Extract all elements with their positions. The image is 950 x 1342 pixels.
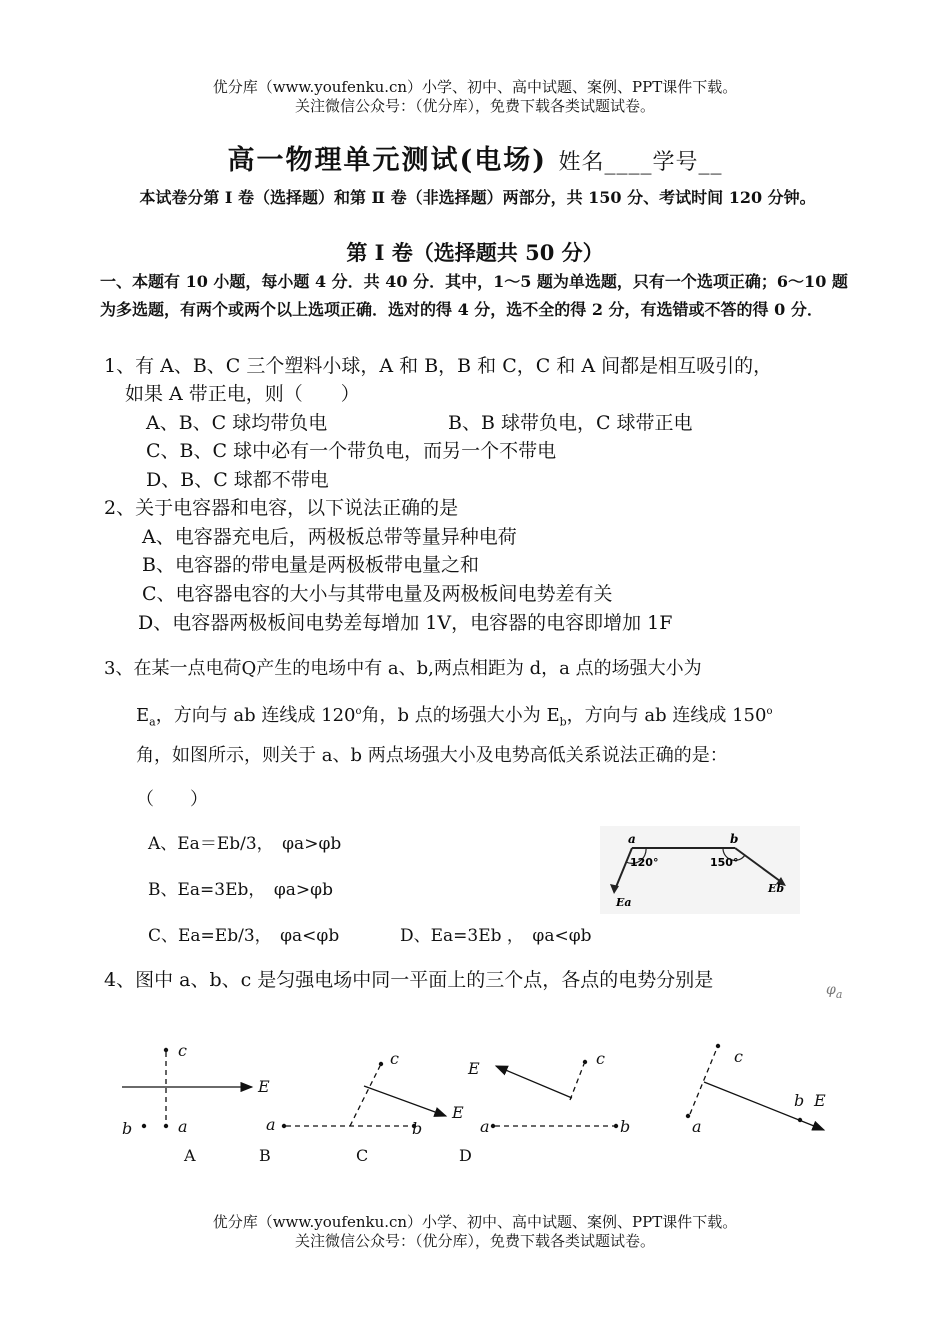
q4-d-label-a: a [480,1117,490,1136]
q3-ea: E [136,705,150,726]
q4-b-label-b: b [412,1119,423,1138]
q4-r-label-b: b [794,1091,805,1110]
footer-line-2: 关注微信公众号：（优分库），免费下载各类试题试卷。 [294,1232,655,1250]
q4-label-a: A [184,1146,196,1165]
section-title: 第 I 卷（选择题共 50 分） [346,240,604,265]
q4-d-label-e: E [468,1059,480,1078]
q1-option-b: B、B 球带负电，C 球带正电 [448,412,693,434]
q3-deg-2: o [766,706,773,717]
header-line-1: 优分库（www.youfenku.cn）小学、初中、高中试题、案例、PPT课件下载。 [212,78,738,96]
page-title [0,138,950,177]
q3-option-b: B、Ea=3Eb， φa>φb [148,880,333,900]
q4-r-label-a: a [692,1117,702,1136]
q2-option-b: B、电容器的带电量是两极板带电量之和 [142,554,479,576]
q3-stem-line1: 3、在某一点电荷Q产生的电场中有 a、b,两点相距为 d，a 点的场强大小为 [104,658,702,679]
q3-text-d: ，方向与 ab 连线成 150 [566,705,767,726]
q4-figure-d [459,1049,630,1165]
q4-figure-right [686,1044,826,1136]
q3-label-b: b [730,832,739,846]
name-field: 姓名____学号__ [558,150,723,175]
q3-label-a: a [628,832,636,846]
q3-text-b: ，方向与 ab 连线成 120 [155,705,356,726]
q4-a-label-c: c [178,1041,187,1060]
q3-stem-line2 [136,698,772,737]
q4-label-b: B [259,1146,271,1165]
q4-b-label-a: a [266,1115,276,1134]
q2-stem: 2、关于电容器和电容，以下说法正确的是 [104,497,459,519]
q1-stem-line1: 1、有 A、B、C 三个塑料小球，A 和 B，B 和 C，C 和 A 间都是相互吸引的， [104,355,773,377]
q4-r-label-c: c [734,1047,743,1066]
q3-angle-a: 120° [630,856,659,869]
q4-figure-b [259,1049,464,1165]
q4-b-label-c: c [390,1049,399,1068]
q3-angle-b: 150° [710,856,739,869]
title-main: 高一物理单元测试(电场) [227,145,548,176]
q1-option-a: A、B、C 球均带负电 [146,412,328,434]
q1-stem-line2: 如果 A 带正电，则（ ） [125,383,360,405]
q4-r-label-e: E [814,1091,826,1110]
q3-label-ea: Ea [616,896,632,909]
footer-line-1: 优分库（www.youfenku.cn）小学、初中、高中试题、案例、PPT课件下载。 [212,1213,738,1231]
q4-a-label-e: E [258,1077,270,1096]
q2-option-d: D、电容器两极板间电势差每增加 1V，电容器的电容即增加 1F [138,612,673,634]
q4-stem: 4、图中 a、b、c 是匀强电场中同一平面上的三个点，各点的电势分别是 [104,969,714,991]
q3-label-eb: Eb [768,882,785,895]
q4-a-label-a: a [178,1117,188,1136]
q4-d-label-b: b [620,1117,631,1136]
q3-option-d: D、Ea=3Eb ， φa<φb [400,926,592,946]
q4-phi-sub: a [835,987,843,1001]
q4-d-label-c: c [596,1049,605,1068]
q3-deg-1: o [355,706,362,717]
q3-stem-line3: 角，如图所示，则关于 a、b 两点场强大小及电势高低关系说法正确的是： [136,745,728,766]
q1-option-c: C、B、C 球中必有一个带负电，而另一个不带电 [146,440,557,462]
header-line-2: 关注微信公众号：（优分库），免费下载各类试题试卷。 [294,97,655,115]
q4-a-label-b: b [122,1119,133,1138]
q3-figure [600,826,800,914]
q4-b-label-e: E [452,1103,464,1122]
q4-figure-a [122,1041,270,1165]
q3-eb-sub: b [559,715,567,729]
q2-option-a: A、电容器充电后，两极板总带等量异种电荷 [142,526,517,548]
q3-ea-sub: a [149,715,156,729]
q4-label-d: D [459,1146,472,1165]
q4-figure [100,1030,850,1170]
q3-option-a: A、Ea＝Eb/3， φa>φb [148,834,342,854]
exam-intro: 本试卷分第 I 卷（选择题）和第 Ⅱ 卷（非选择题）两部分，共 150 分、考试时间 120 分钟。 [139,188,816,207]
q3-text-c: 角，b 点的场强大小为 E [361,705,560,726]
q4-label-c: C [356,1146,369,1165]
q3-option-c: C、Ea=Eb/3， φa<φb [148,926,340,946]
q4-phi-symbol: φ [826,982,836,998]
q1-option-d: D、B、C 球都不带电 [146,469,329,491]
instructions: 一、本题有 10 小题，每小题 4 分．共 40 分．其中，1～5 题为单选题，只有一个选项正确；6～10 题为多选题，有两个或两个以上选项正确．选对的得 4 分，选不全的得 2 分，有选错或不答的得 0 分． [100,272,848,319]
q3-stem-line4: （ ） [136,789,208,810]
q2-option-c: C、电容器电容的大小与其带电量及两极板间电势差有关 [142,583,613,605]
q4-phi-a [826,982,842,1001]
